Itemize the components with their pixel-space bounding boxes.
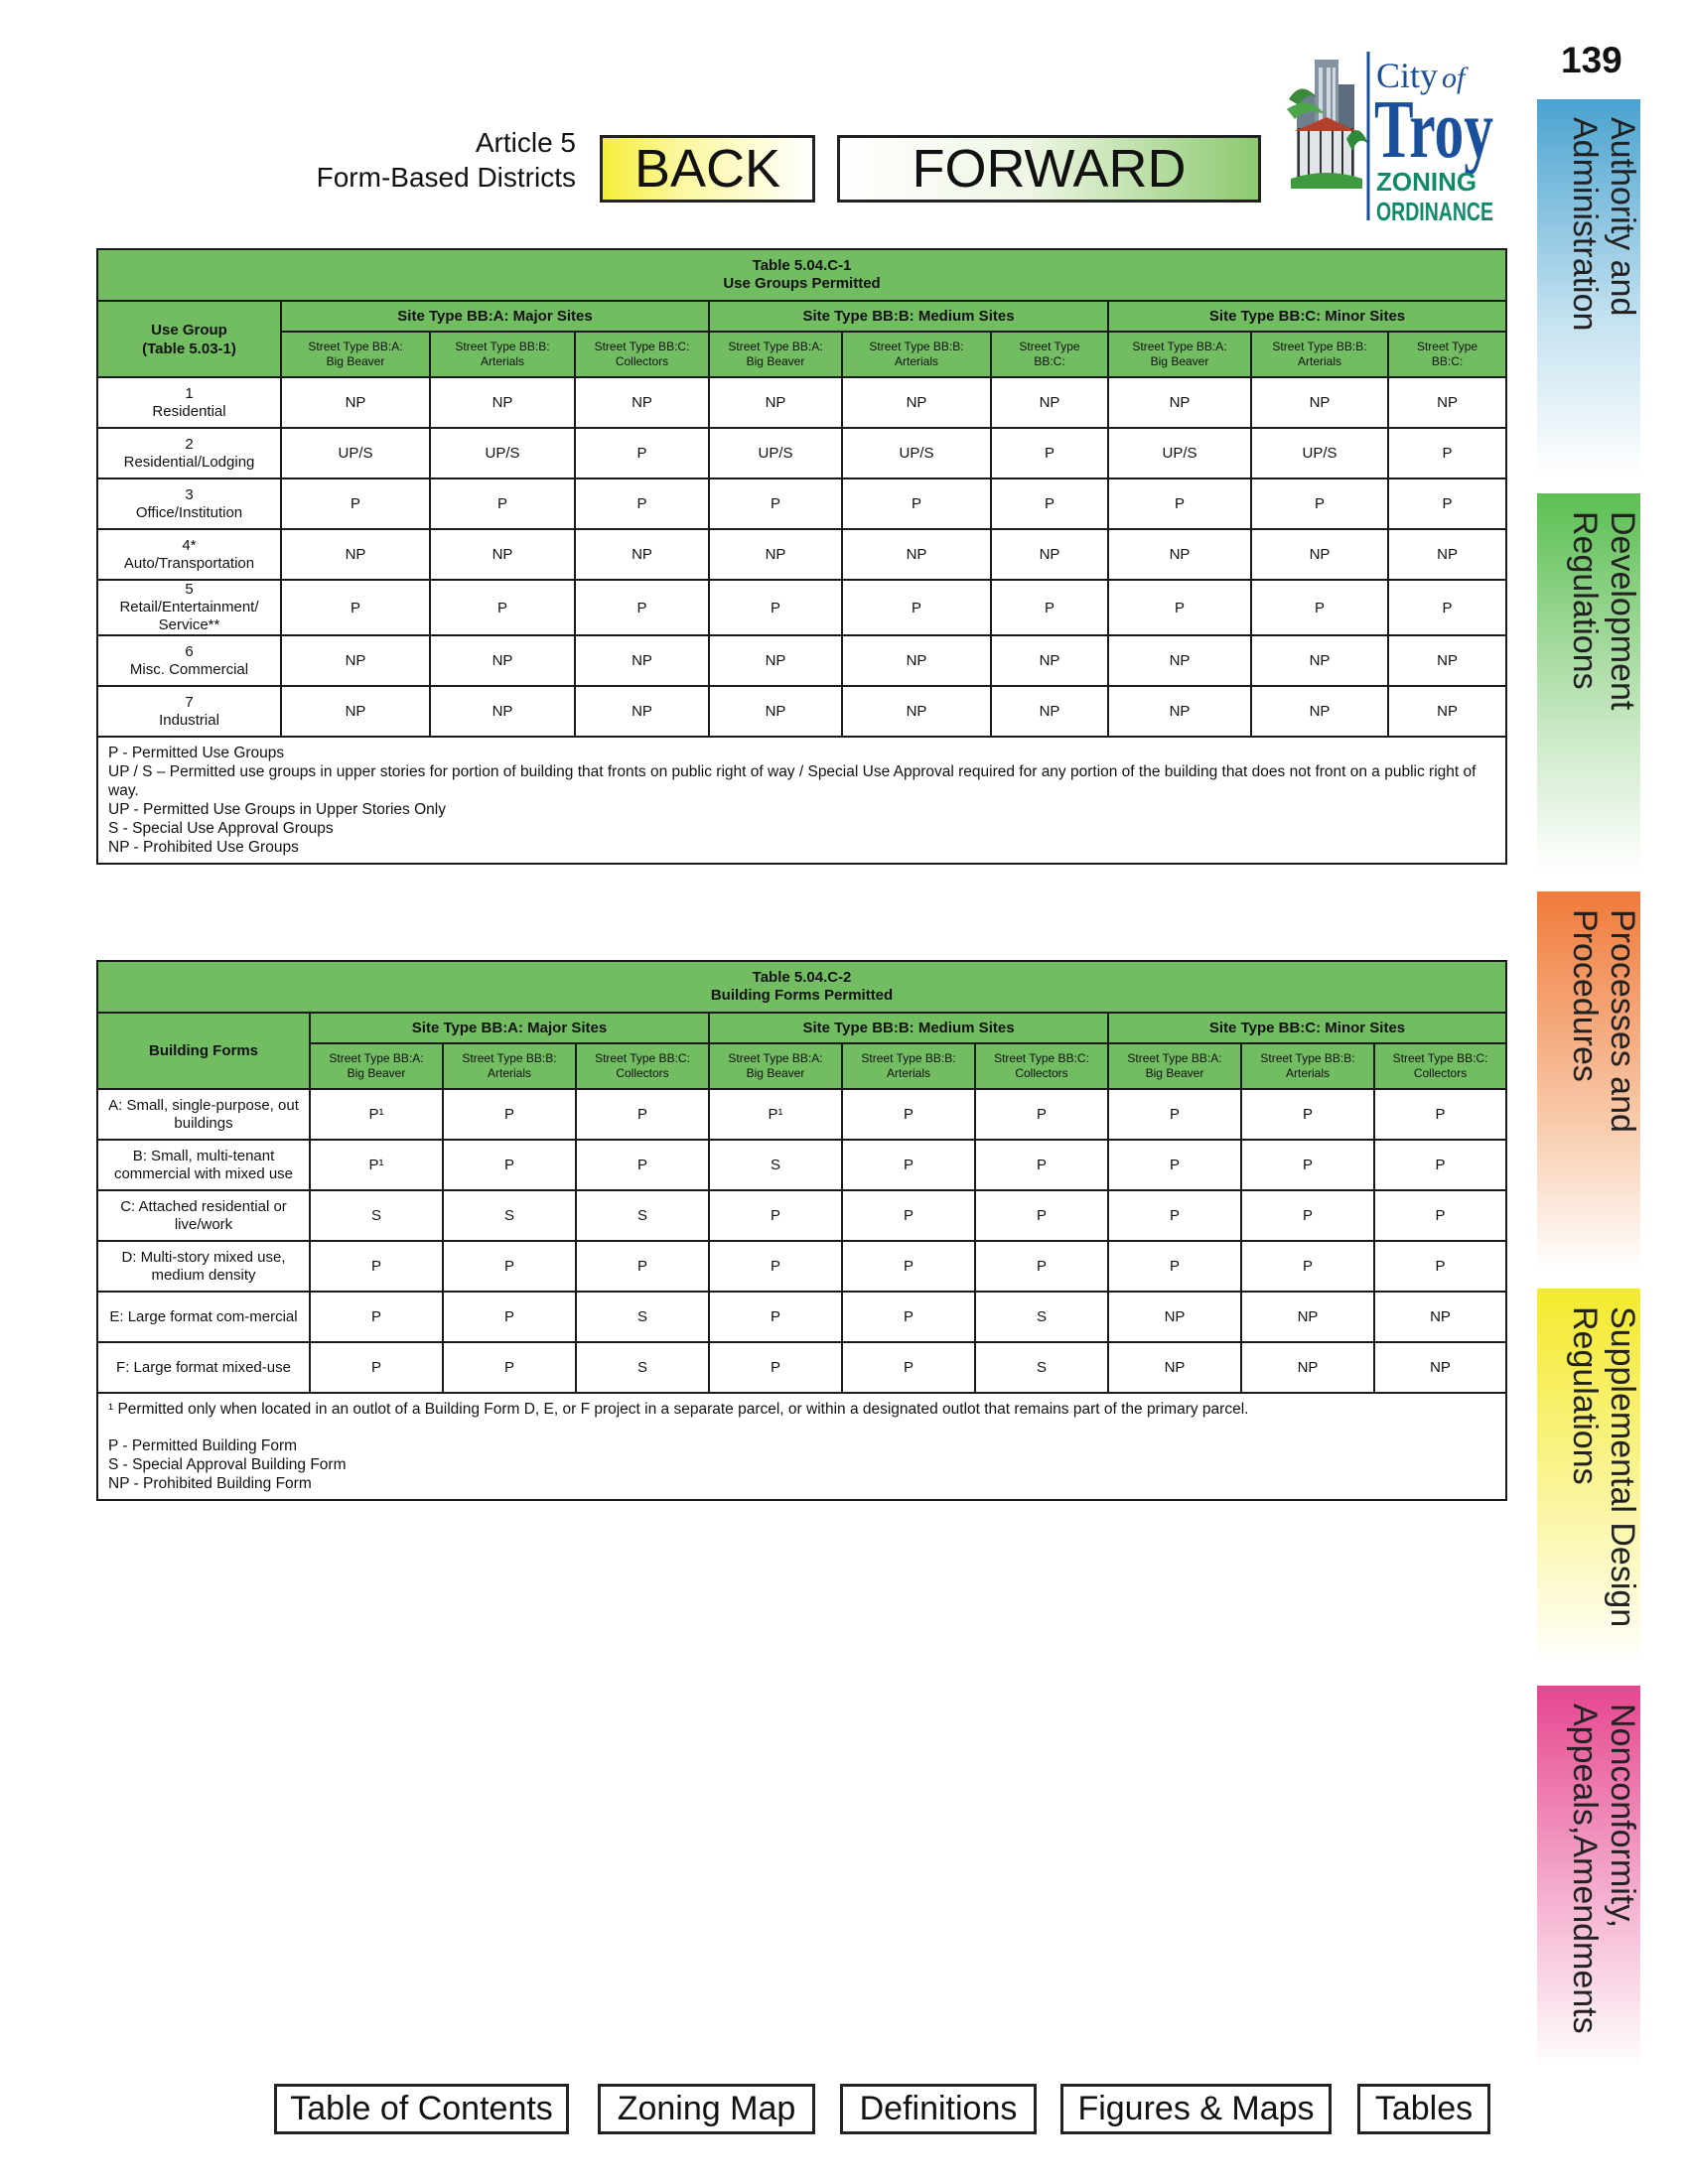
permission-cell: P¹ (709, 1089, 842, 1140)
permission-cell: P (842, 1292, 975, 1342)
article-label (278, 125, 576, 195)
permission-cell: NP (430, 529, 575, 580)
permission-cell: UP/S (281, 428, 430, 478)
table2-footnote: ¹ Permitted only when located in an outlot of a Building Form D, E, or F project in a separate parcel, or within a designated outlot that remains part of the primary parcel. (108, 1401, 1249, 1418)
table2-site-header: Site Type BB:C: Minor Sites (1108, 1013, 1506, 1043)
permission-cell: NP (1241, 1342, 1374, 1393)
note-line: S - Special Use Approval Groups (108, 820, 334, 837)
permission-cell: P (975, 1241, 1108, 1292)
permission-cell: NP (575, 686, 709, 737)
permission-cell: P (1108, 1241, 1241, 1292)
permission-cell: P (1251, 580, 1388, 635)
permission-cell: NP (842, 635, 991, 686)
permission-cell: P (991, 478, 1108, 529)
permission-cell: P (1374, 1140, 1506, 1190)
building-form-label: B: Small, multi-tenant commercial with mixed use (97, 1140, 310, 1190)
permission-cell: NP (281, 635, 430, 686)
street-type-header: Street Type BB:C: Collectors (575, 332, 709, 377)
tab-development-label: Development Regulations (1566, 511, 1641, 711)
permission-cell: P (281, 580, 430, 635)
article-number: Article 5 (475, 127, 576, 158)
table-row (97, 1140, 1506, 1190)
table2-site-header: Site Type BB:B: Medium Sites (709, 1013, 1108, 1043)
note-line: UP - Permitted Use Groups in Upper Stories Only (108, 801, 446, 818)
permission-cell: P (443, 1241, 576, 1292)
permission-cell: NP (430, 686, 575, 737)
permission-cell: P (443, 1342, 576, 1393)
permission-cell: P (310, 1292, 443, 1342)
permission-cell: P (443, 1140, 576, 1190)
use-group-label: 1 Residential (97, 377, 281, 428)
permission-cell: P (576, 1241, 709, 1292)
table-of-contents-button[interactable]: Table of Contents (274, 2084, 569, 2134)
permission-cell: NP (709, 635, 842, 686)
street-type-header: Street Type BB:B: Arterials (842, 1043, 975, 1089)
building-form-label: E: Large format com-mercial (97, 1292, 310, 1342)
table2-title: Table 5.04.C-2 Building Forms Permitted (97, 961, 1506, 1013)
permission-cell: NP (1251, 529, 1388, 580)
table1-corner-header: Use Group (Table 5.03-1) (97, 301, 281, 377)
use-group-label: 6 Misc. Commercial (97, 635, 281, 686)
permission-cell: P (975, 1190, 1108, 1241)
permission-cell: NP (842, 377, 991, 428)
permission-cell: NP (842, 529, 991, 580)
use-group-label: 3 Office/Institution (97, 478, 281, 529)
building-forms-table (96, 960, 1507, 1501)
permission-cell: P (1388, 478, 1506, 529)
permission-cell: NP (842, 686, 991, 737)
permission-cell: P (709, 1342, 842, 1393)
permission-cell: UP/S (1251, 428, 1388, 478)
permission-cell: P (709, 1241, 842, 1292)
permission-cell: P (443, 1292, 576, 1342)
permission-cell: NP (430, 377, 575, 428)
use-group-label: 5 Retail/Entertainment/ Service** (97, 580, 281, 635)
tables-button[interactable]: Tables (1357, 2084, 1490, 2134)
permission-cell: NP (1374, 1292, 1506, 1342)
street-type-header: Street Type BB:C: (991, 332, 1108, 377)
permission-cell: P (1108, 1190, 1241, 1241)
permission-cell: P (709, 478, 842, 529)
tab-supplemental-label: Supplemental Design Regulations (1566, 1306, 1641, 1628)
permission-cell: NP (991, 529, 1108, 580)
permission-cell: NP (1108, 686, 1251, 737)
permission-cell: P (430, 580, 575, 635)
permission-cell: UP/S (842, 428, 991, 478)
permission-cell: P (975, 1089, 1108, 1140)
back-button[interactable]: BACK (600, 135, 815, 203)
permission-cell: P (1374, 1241, 1506, 1292)
table-row (97, 377, 1506, 428)
permission-cell: NP (281, 529, 430, 580)
building-form-label: F: Large format mixed-use (97, 1342, 310, 1393)
permission-cell: P (709, 1190, 842, 1241)
use-group-label: 7 Industrial (97, 686, 281, 737)
building-form-label: C: Attached residential or live/work (97, 1190, 310, 1241)
table-row (97, 478, 1506, 529)
permission-cell: P (575, 428, 709, 478)
permission-cell: P (1374, 1089, 1506, 1140)
permission-cell: NP (575, 529, 709, 580)
permission-cell: NP (1388, 686, 1506, 737)
street-type-header: Street Type BB:B: Arterials (1241, 1043, 1374, 1089)
permission-cell: P (1241, 1190, 1374, 1241)
permission-cell: P (1374, 1190, 1506, 1241)
street-type-header: Street Type BB:B: Arterials (443, 1043, 576, 1089)
permission-cell: S (975, 1292, 1108, 1342)
building-form-label: A: Small, single-purpose, out buildings (97, 1089, 310, 1140)
permission-cell: NP (575, 635, 709, 686)
permission-cell: P (576, 1089, 709, 1140)
permission-cell: NP (1108, 1292, 1241, 1342)
street-type-header: Street Type BB:C: Collectors (975, 1043, 1108, 1089)
tab-authority-label: Authority and Administration (1566, 117, 1641, 332)
permission-cell: NP (991, 635, 1108, 686)
permission-cell: P (842, 1190, 975, 1241)
permission-cell: P (991, 580, 1108, 635)
zoning-map-button[interactable]: Zoning Map (598, 2084, 815, 2134)
permission-cell: UP/S (1108, 428, 1251, 478)
logo-zoning-text: ZONING (1376, 167, 1477, 197)
use-group-label: 4* Auto/Transportation (97, 529, 281, 580)
permission-cell: P (1108, 1140, 1241, 1190)
permission-cell: S (310, 1190, 443, 1241)
permission-cell: P (991, 428, 1108, 478)
table1-site-header: Site Type BB:B: Medium Sites (709, 301, 1108, 332)
street-type-header: Street Type BB:A: Big Beaver (709, 332, 842, 377)
permission-cell: P (575, 580, 709, 635)
permission-cell: P (1251, 478, 1388, 529)
table-row (97, 1241, 1506, 1292)
street-type-header: Street Type BB:B: Arterials (430, 332, 575, 377)
permission-cell: P (842, 1089, 975, 1140)
permission-cell: P (1388, 580, 1506, 635)
street-type-header: Street Type BB:A: Big Beaver (281, 332, 430, 377)
tab-nonconformity-label: Nonconformity, Appeals,Amendments (1566, 1704, 1641, 2034)
street-type-header: Street Type BB:B: Arterials (1251, 332, 1388, 377)
forward-button[interactable]: FORWARD (837, 135, 1261, 203)
table-row (97, 529, 1506, 580)
table1-site-header: Site Type BB:A: Major Sites (281, 301, 709, 332)
table1-site-header: Site Type BB:C: Minor Sites (1108, 301, 1506, 332)
permission-cell: P (1241, 1089, 1374, 1140)
street-type-header: Street Type BB:B: Arterials (842, 332, 991, 377)
permission-cell: NP (991, 686, 1108, 737)
tab-processes-procedures[interactable] (1537, 891, 1640, 1269)
permission-cell: NP (1388, 529, 1506, 580)
page-number: 139 (1561, 40, 1622, 80)
building-form-label: D: Multi-story mixed use, medium density (97, 1241, 310, 1292)
permission-cell: NP (1388, 377, 1506, 428)
permission-cell: NP (1374, 1342, 1506, 1393)
permission-cell: P (842, 580, 991, 635)
table2-site-header: Site Type BB:A: Major Sites (310, 1013, 709, 1043)
logo-troy-text: Troy (1374, 83, 1493, 176)
permission-cell: NP (1108, 529, 1251, 580)
tab-nonconformity-appeals[interactable] (1537, 1686, 1640, 2067)
permission-cell: P (842, 1140, 975, 1190)
permission-cell: NP (991, 377, 1108, 428)
use-groups-table (96, 248, 1507, 865)
permission-cell: UP/S (709, 428, 842, 478)
use-group-label: 2 Residential/Lodging (97, 428, 281, 478)
permission-cell: P (709, 580, 842, 635)
permission-cell: P¹ (310, 1140, 443, 1190)
table-row (97, 686, 1506, 737)
note-line: NP - Prohibited Use Groups (108, 839, 299, 856)
note-line: P - Permitted Building Form (108, 1437, 298, 1454)
table1-notes (97, 737, 1506, 864)
permission-cell: P (281, 478, 430, 529)
permission-cell: P (576, 1140, 709, 1190)
permission-cell: P (430, 478, 575, 529)
permission-cell: P (1108, 580, 1251, 635)
permission-cell: P (310, 1241, 443, 1292)
tab-development-regulations[interactable] (1537, 493, 1640, 872)
figures-maps-button[interactable]: Figures & Maps (1060, 2084, 1332, 2134)
permission-cell: NP (281, 377, 430, 428)
note-line: NP - Prohibited Building Form (108, 1475, 312, 1492)
permission-cell: NP (709, 377, 842, 428)
table1-title: Table 5.04.C-1 Use Groups Permitted (97, 249, 1506, 301)
tab-authority-administration[interactable] (1537, 99, 1640, 477)
permission-cell: P (1108, 1089, 1241, 1140)
table-row (97, 1089, 1506, 1140)
permission-cell: NP (1241, 1292, 1374, 1342)
permission-cell: NP (709, 529, 842, 580)
permission-cell: NP (1108, 635, 1251, 686)
permission-cell: S (443, 1190, 576, 1241)
table-row (97, 580, 1506, 635)
table2-corner-header: Building Forms (97, 1013, 310, 1089)
permission-cell: UP/S (430, 428, 575, 478)
permission-cell: NP (1251, 635, 1388, 686)
logo-ordinance-text: ORDINANCE (1376, 197, 1493, 226)
note-line: S - Special Approval Building Form (108, 1456, 347, 1473)
tab-processes-label: Processes and Procedures (1566, 909, 1641, 1133)
permission-cell: P (842, 1241, 975, 1292)
table-row (97, 635, 1506, 686)
permission-cell: P (443, 1089, 576, 1140)
permission-cell: S (709, 1140, 842, 1190)
logo-of-text: of (1442, 62, 1466, 94)
table-row (97, 1342, 1506, 1393)
permission-cell: P (842, 478, 991, 529)
street-type-header: Street Type BB:A: Big Beaver (1108, 1043, 1241, 1089)
city-of-troy-logo (1287, 40, 1500, 228)
permission-cell: P (1108, 478, 1251, 529)
article-title: Form-Based Districts (316, 162, 576, 193)
logo-city-text: City (1376, 56, 1439, 95)
permission-cell: S (975, 1342, 1108, 1393)
permission-cell: NP (281, 686, 430, 737)
permission-cell: NP (1108, 377, 1251, 428)
permission-cell: P (1388, 428, 1506, 478)
street-type-header: Street Type BB:A: Big Beaver (310, 1043, 443, 1089)
note-line: UP / S – Permitted use groups in upper stories for portion of building that fronts on public right of way / Special Use Approval required for any portion of the building that does not front on a public right of way. (108, 763, 1477, 799)
table-row (97, 1190, 1506, 1241)
permission-cell: NP (1251, 686, 1388, 737)
permission-cell: NP (1108, 1342, 1241, 1393)
street-type-header: Street Type BB:A: Big Beaver (709, 1043, 842, 1089)
street-type-header: Street Type BB:C: Collectors (576, 1043, 709, 1089)
street-type-header: Street Type BB:C: Collectors (1374, 1043, 1506, 1089)
permission-cell: P (975, 1140, 1108, 1190)
permission-cell: NP (1388, 635, 1506, 686)
tab-supplemental-design[interactable] (1537, 1289, 1640, 1666)
permission-cell: P (709, 1292, 842, 1342)
note-line: P - Permitted Use Groups (108, 745, 285, 761)
table-row (97, 428, 1506, 478)
permission-cell: NP (1251, 377, 1388, 428)
permission-cell: P (1241, 1140, 1374, 1190)
permission-cell: P (575, 478, 709, 529)
permission-cell: P (310, 1342, 443, 1393)
permission-cell: P (842, 1342, 975, 1393)
permission-cell: S (576, 1342, 709, 1393)
table-row (97, 1292, 1506, 1342)
permission-cell: NP (430, 635, 575, 686)
permission-cell: S (576, 1190, 709, 1241)
permission-cell: P¹ (310, 1089, 443, 1140)
permission-cell: P (1241, 1241, 1374, 1292)
street-type-header: Street Type BB:A: Big Beaver (1108, 332, 1251, 377)
permission-cell: S (576, 1292, 709, 1342)
permission-cell: NP (709, 686, 842, 737)
definitions-button[interactable]: Definitions (840, 2084, 1037, 2134)
table2-notes (97, 1393, 1506, 1500)
street-type-header: Street Type BB:C: (1388, 332, 1506, 377)
permission-cell: NP (575, 377, 709, 428)
